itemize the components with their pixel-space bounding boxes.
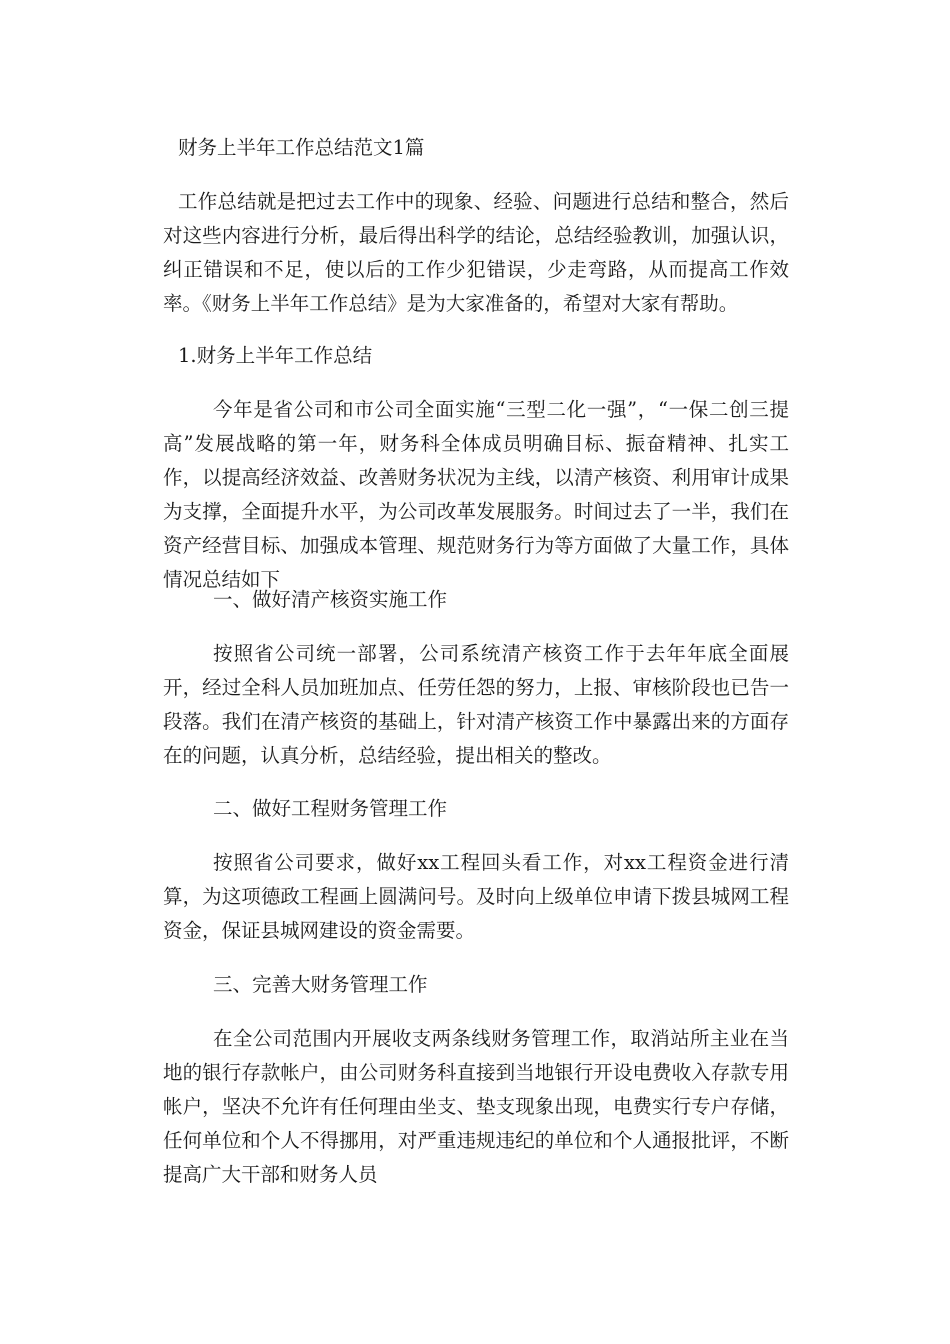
main-paragraph: 今年是省公司和市公司全面实施“三型二化一强”，“一保二创三提高”发展战略的第一年，财务科全体成员明确目标、振奋精神、扎实工作，以提高经济效益、改善财务状况为主线，以清产核资、利用审计成果为支撑，全面提升水平，为公司改革发展服务。时间过去了一半，我们在资产经营目标、加强成本管理、规范财务行为等方面做了大量工作，具体情况总结如下 [163, 398, 789, 591]
paragraph-2: 按照省公司要求，做好xx工程回头看工作，对xx工程资金进行清算，为这项德政工程画上圆满问号。及时向上级单位申请下拨县城网工程资金，保证县城网建设的资金需要。 [163, 851, 789, 942]
subheading-2: 二、做好工程财务管理工作 [213, 797, 448, 820]
paragraph-3: 在全公司范围内开展收支两条线财务管理工作，取消站所主业在当地的银行存款帐户，由公司财务科直接到当地银行开设电费收入存款专用帐户，坚决不允许有任何理由坐支、垫支现象出现，电费实行专户存储，任何单位和个人不得挪用，对严重违规违纪的单位和个人通报批评，不断提高广大干部和财务人员 [163, 1027, 789, 1186]
intro-paragraph: 工作总结就是把过去工作中的现象、经验、问题进行总结和整合，然后对这些内容进行分析，最后得出科学的结论，总结经验教训，加强认识，纠正错误和不足，使以后的工作少犯错误，少走弯路，从而提高工作效率。《财务上半年工作总结》是为大家准备的，希望对大家有帮助。 [163, 190, 789, 315]
document-title: 财务上半年工作总结范文1篇 [178, 136, 425, 159]
paragraph-1: 按照省公司统一部署，公司系统清产核资工作于去年年底全面展开，经过全科人员加班加点、任劳任怨的努力，上报、审核阶段也已告一段落。我们在清产核资的基础上，针对清产核资工作中暴露出来的方面存在的问题，认真分析，总结经验，提出相关的整改。 [163, 642, 789, 767]
subheading-3: 三、完善大财务管理工作 [213, 973, 428, 996]
subheading-1: 一、做好清产核资实施工作 [213, 588, 448, 611]
section-heading: 1.财务上半年工作总结 [178, 344, 373, 367]
